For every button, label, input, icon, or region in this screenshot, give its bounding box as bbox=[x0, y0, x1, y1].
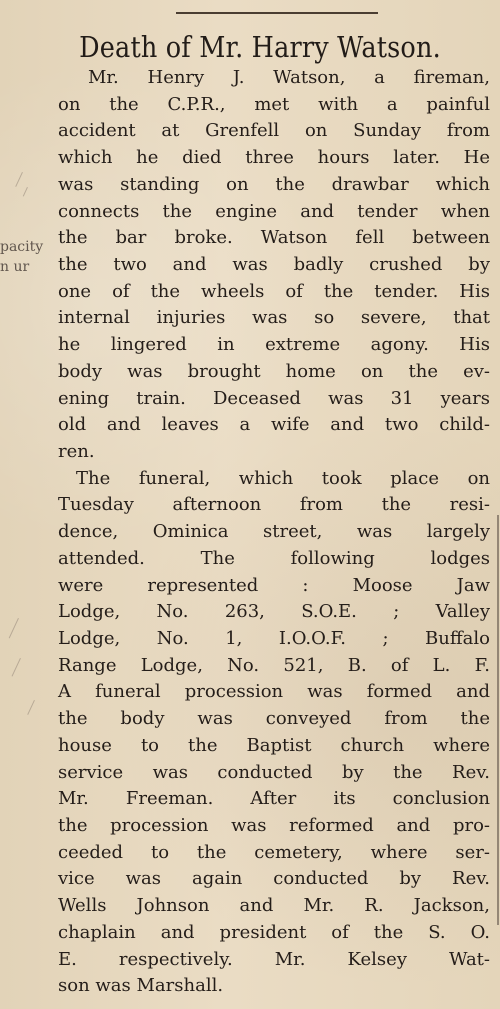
article-line: son was Marshall. bbox=[58, 975, 224, 997]
article-line: ening train. Deceased was 31 years bbox=[58, 387, 490, 409]
article-line: dence, Ominica street, was largely bbox=[58, 521, 490, 543]
article-line: Mr. Henry J. Watson, a fireman, bbox=[88, 67, 490, 88]
margin-mark bbox=[27, 700, 35, 715]
article-line: on the C.P.R., met with a painful bbox=[58, 93, 490, 115]
article-line: were represented : Moose Jaw bbox=[58, 574, 490, 596]
article-headline: Death of Mr. Harry Watson. bbox=[79, 30, 441, 64]
article-line: he lingered in extreme agony. His bbox=[58, 334, 490, 356]
article-line: The funeral, which took place on bbox=[76, 467, 490, 489]
article-line: the two and was badly crushed by bbox=[58, 254, 490, 275]
article-line: Mr. Freeman. After its conclusion bbox=[58, 788, 490, 810]
article-line: the body was conveyed from the bbox=[58, 708, 490, 730]
article-line: internal injuries was so severe, that bbox=[58, 307, 490, 329]
margin-mark bbox=[9, 618, 19, 638]
article-line: body was brought home on the ev- bbox=[58, 360, 490, 382]
article-line: Lodge, No. 263, S.O.E. ; Valley bbox=[58, 601, 490, 623]
article-line: ren. bbox=[58, 441, 95, 462]
article-line: chaplain and president of the S. O. bbox=[58, 921, 490, 943]
article-line: A funeral procession was formed and bbox=[58, 681, 490, 703]
article-line: the procession was reformed and pro- bbox=[58, 815, 490, 836]
column-edge bbox=[497, 515, 499, 925]
article-line: service was conducted by the Rev. bbox=[58, 761, 490, 783]
article-line: E. respectively. Mr. Kelsey Wat- bbox=[58, 948, 490, 970]
margin-mark bbox=[12, 658, 21, 677]
margin-mark bbox=[23, 187, 28, 196]
margin-mark bbox=[15, 172, 23, 187]
article-line: the bar broke. Watson fell between bbox=[58, 227, 490, 249]
article-line: was standing on the drawbar which bbox=[58, 173, 490, 195]
article-line: which he died three hours later. He bbox=[58, 147, 490, 169]
top-rule bbox=[176, 12, 378, 14]
article-line: attended. The following lodges bbox=[58, 547, 490, 569]
article-line: Wells Johnson and Mr. R. Jackson, bbox=[58, 895, 490, 917]
article-line: Lodge, No. 1, I.O.O.F. ; Buffalo bbox=[58, 628, 490, 649]
margin-fragment-n-ur: n ur bbox=[0, 259, 30, 275]
article-line: Tuesday afternoon from the resi- bbox=[58, 494, 490, 516]
article-line: old and leaves a wife and two child- bbox=[58, 414, 490, 436]
article-line: one of the wheels of the tender. His bbox=[58, 280, 490, 302]
margin-fragment-pacity: pacity bbox=[0, 239, 44, 255]
article-line: ceeded to the cemetery, where ser- bbox=[58, 841, 490, 863]
article-line: house to the Baptist church where bbox=[58, 734, 490, 756]
article-line: Range Lodge, No. 521, B. of L. F. bbox=[58, 654, 490, 676]
article-line: accident at Grenfell on Sunday from bbox=[58, 120, 490, 142]
article-line: connects the engine and tender when bbox=[58, 200, 490, 222]
article-line: vice was again conducted by Rev. bbox=[58, 868, 490, 890]
